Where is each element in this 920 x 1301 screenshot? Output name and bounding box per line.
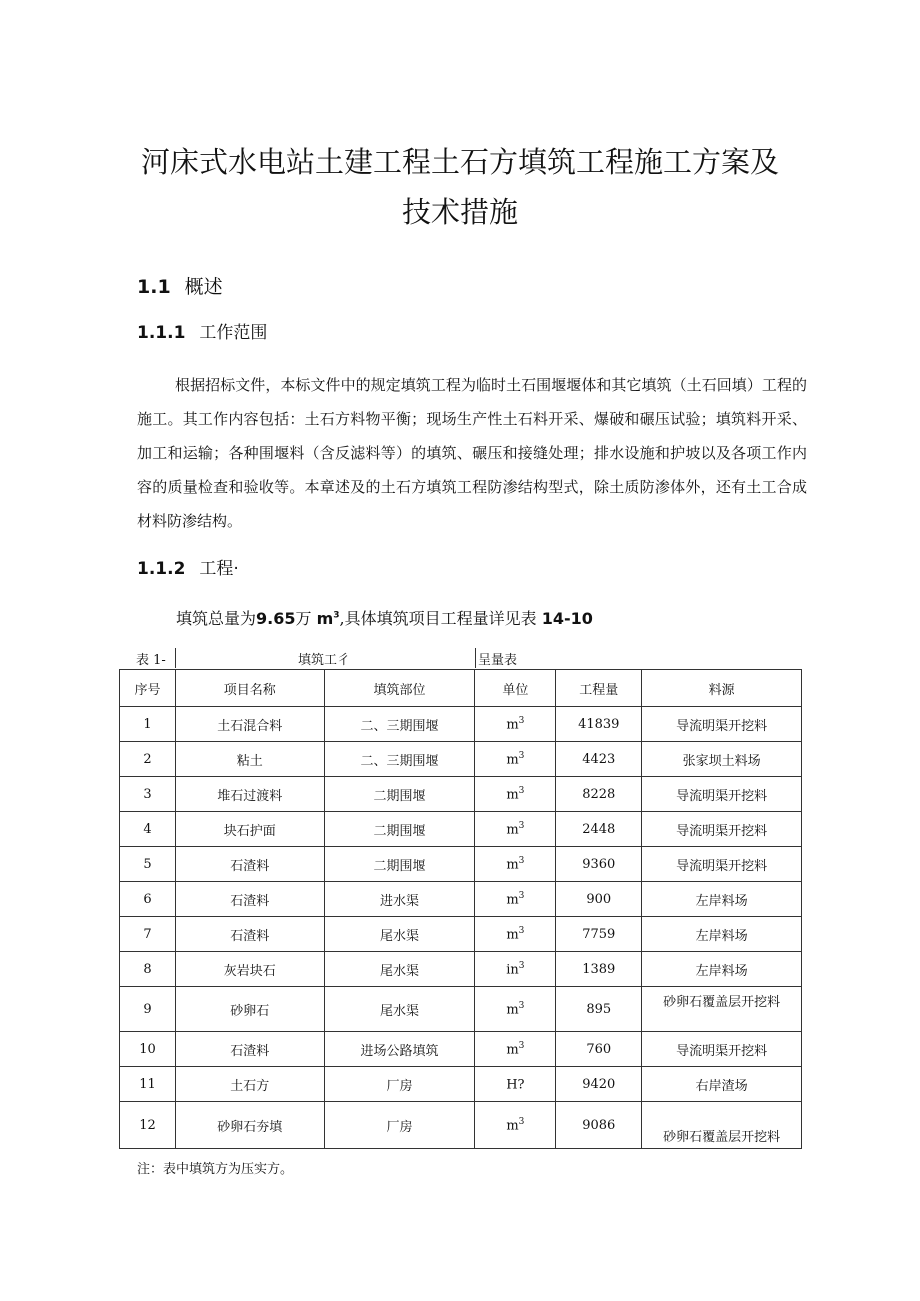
caption-divider [475, 648, 476, 668]
cell-location: 尾水渠 [324, 952, 475, 987]
cell-source: 砂卵石覆盖层开挖料 [642, 987, 802, 1032]
subsection-heading-scope [137, 318, 267, 343]
cell-quantity: 9360 [556, 847, 642, 882]
cell-no: 7 [120, 917, 176, 952]
table-note: 注：表中填筑方为压实方。 [137, 1162, 294, 1177]
cell-name: 石渣料 [175, 1032, 324, 1067]
cell-quantity: 9420 [556, 1067, 642, 1102]
cell-unit: H? [475, 1067, 556, 1102]
header-no: 序号 [120, 670, 176, 707]
cell-no: 12 [120, 1102, 176, 1149]
cell-unit: $m^3$ [475, 917, 556, 952]
cell-no: 6 [120, 882, 176, 917]
table-reference: 14-10 [541, 609, 593, 628]
cell-name: 土石方 [175, 1067, 324, 1102]
cell-quantity: 41839 [556, 707, 642, 742]
table-caption-part1: 表 1- [136, 653, 166, 668]
cell-source: 导流明渠开挖料 [642, 777, 802, 812]
subsection-title: 工作范围 [199, 323, 268, 343]
cell-source: 左岸料场 [642, 917, 802, 952]
section-heading [137, 272, 223, 299]
table-row [120, 987, 802, 1032]
table-header-row [120, 670, 802, 707]
cell-quantity: 760 [556, 1032, 642, 1067]
cell-location: 二期围堰 [324, 847, 475, 882]
cell-source: 左岸料场 [642, 952, 802, 987]
cell-no: 3 [120, 777, 176, 812]
cell-quantity: 9086 [556, 1102, 642, 1149]
cell-location: 二、三期围堰 [324, 707, 475, 742]
cell-location: 二期围堰 [324, 777, 475, 812]
cell-name: 砂卵石 [175, 987, 324, 1032]
cell-location: 进场公路填筑 [324, 1032, 475, 1067]
table-row [120, 707, 802, 742]
cell-source: 导流明渠开挖料 [642, 812, 802, 847]
document-title-line1: 河床式水电站土建工程土石方填筑工程施工方案及 [140, 145, 779, 179]
header-source: 料源 [642, 670, 802, 707]
header-location: 填筑部位 [324, 670, 475, 707]
table-caption-part3: 呈量表 [478, 653, 518, 668]
cell-unit: $m^3$ [475, 707, 556, 742]
cell-no: 11 [120, 1067, 176, 1102]
cell-name: 粘土 [175, 742, 324, 777]
cell-unit: $m^3$ [475, 742, 556, 777]
cell-unit: $m^3$ [475, 987, 556, 1032]
header-quantity: 工程量 [556, 670, 642, 707]
document-title-line2: 技术措施 [401, 195, 518, 229]
paragraph-text: 根据招标文件，本标文件中的规定填筑工程为临时土石围堰堰体和其它填筑（土石回填）工程的施工。其工作内容包括：土石方料物平衡；现场生产性土石料开采、爆破和碾压试验；填筑料开采、加工和运输；各种围堰料（含反滤料等）的填筑、碾压和接缝处理；排水设施和护坡以及各项工作内容的质量检查和验收等。本章述及的土石方填筑工程防渗结构型式，除土质防渗体外，还有土工合成材料防渗结构。 [137, 376, 807, 530]
quantity-unit: $m^3$ [316, 609, 340, 628]
fill-quantity-table [119, 669, 802, 1149]
section-number: 1.1 [137, 276, 171, 298]
cell-location: 尾水渠 [324, 917, 475, 952]
table-row [120, 952, 802, 987]
cell-quantity: 4423 [556, 742, 642, 777]
quantity-value: 9.65 [256, 609, 296, 628]
table-row [120, 882, 802, 917]
cell-no: 8 [120, 952, 176, 987]
cell-unit: $in^3$ [475, 952, 556, 987]
cell-unit: $m^3$ [475, 1032, 556, 1067]
cell-name: 石渣料 [175, 917, 324, 952]
quantity-sentence [176, 606, 593, 629]
cell-name: 石渣料 [175, 882, 324, 917]
section-title: 概述 [184, 276, 223, 298]
cell-source: 砂卵石覆盖层开挖料 [642, 1102, 802, 1149]
cell-location: 进水渠 [324, 882, 475, 917]
header-unit: 单位 [475, 670, 556, 707]
table-row [120, 777, 802, 812]
cell-no: 5 [120, 847, 176, 882]
subsection-title: 工程· [199, 559, 239, 579]
scope-paragraph [137, 368, 807, 538]
cell-source: 导流明渠开挖料 [642, 707, 802, 742]
cell-unit: $m^3$ [475, 812, 556, 847]
table-row [120, 1102, 802, 1149]
cell-name: 石渣料 [175, 847, 324, 882]
quantity-mid: 万 [295, 609, 312, 628]
cell-location: 二、三期围堰 [324, 742, 475, 777]
cell-source: 右岸渣场 [642, 1067, 802, 1102]
cell-source: 导流明渠开挖料 [642, 1032, 802, 1067]
subsection-heading-quantity [137, 554, 239, 579]
cell-location: 厂房 [324, 1067, 475, 1102]
cell-name: 块石护面 [175, 812, 324, 847]
cell-no: 1 [120, 707, 176, 742]
table-row [120, 1067, 802, 1102]
cell-no: 9 [120, 987, 176, 1032]
cell-no: 4 [120, 812, 176, 847]
table-row [120, 742, 802, 777]
cell-quantity: 1389 [556, 952, 642, 987]
header-name: 项目名称 [175, 670, 324, 707]
cell-name: 砂卵石夯填 [175, 1102, 324, 1149]
cell-name: 灰岩块石 [175, 952, 324, 987]
cell-no: 10 [120, 1032, 176, 1067]
cell-source: 导流明渠开挖料 [642, 847, 802, 882]
table-row [120, 917, 802, 952]
cell-location: 尾水渠 [324, 987, 475, 1032]
cell-quantity: 2448 [556, 812, 642, 847]
cell-unit: $m^3$ [475, 882, 556, 917]
quantity-pre: 填筑总量为 [176, 609, 257, 628]
cell-location: 二期围堰 [324, 812, 475, 847]
cell-unit: $m^3$ [475, 777, 556, 812]
subsection-number: 1.1.2 [137, 559, 186, 579]
cell-source: 张家坝土料场 [642, 742, 802, 777]
cell-name: 土石混合料 [175, 707, 324, 742]
table-row [120, 812, 802, 847]
caption-divider [175, 648, 176, 668]
cell-name: 堆石过渡料 [175, 777, 324, 812]
cell-quantity: 7759 [556, 917, 642, 952]
cell-quantity: 895 [556, 987, 642, 1032]
cell-source: 左岸料场 [642, 882, 802, 917]
cell-unit: $m^3$ [475, 847, 556, 882]
cell-no: 2 [120, 742, 176, 777]
cell-location: 厂房 [324, 1102, 475, 1149]
subsection-number: 1.1.1 [137, 323, 186, 343]
table-caption-part2: 填筑工彳 [298, 653, 351, 668]
table-row [120, 1032, 802, 1067]
cell-quantity: 8228 [556, 777, 642, 812]
cell-unit: $m^3$ [475, 1102, 556, 1149]
cell-quantity: 900 [556, 882, 642, 917]
quantity-post: ,具体填筑项目工程量详见表 [339, 609, 537, 628]
table-row [120, 847, 802, 882]
